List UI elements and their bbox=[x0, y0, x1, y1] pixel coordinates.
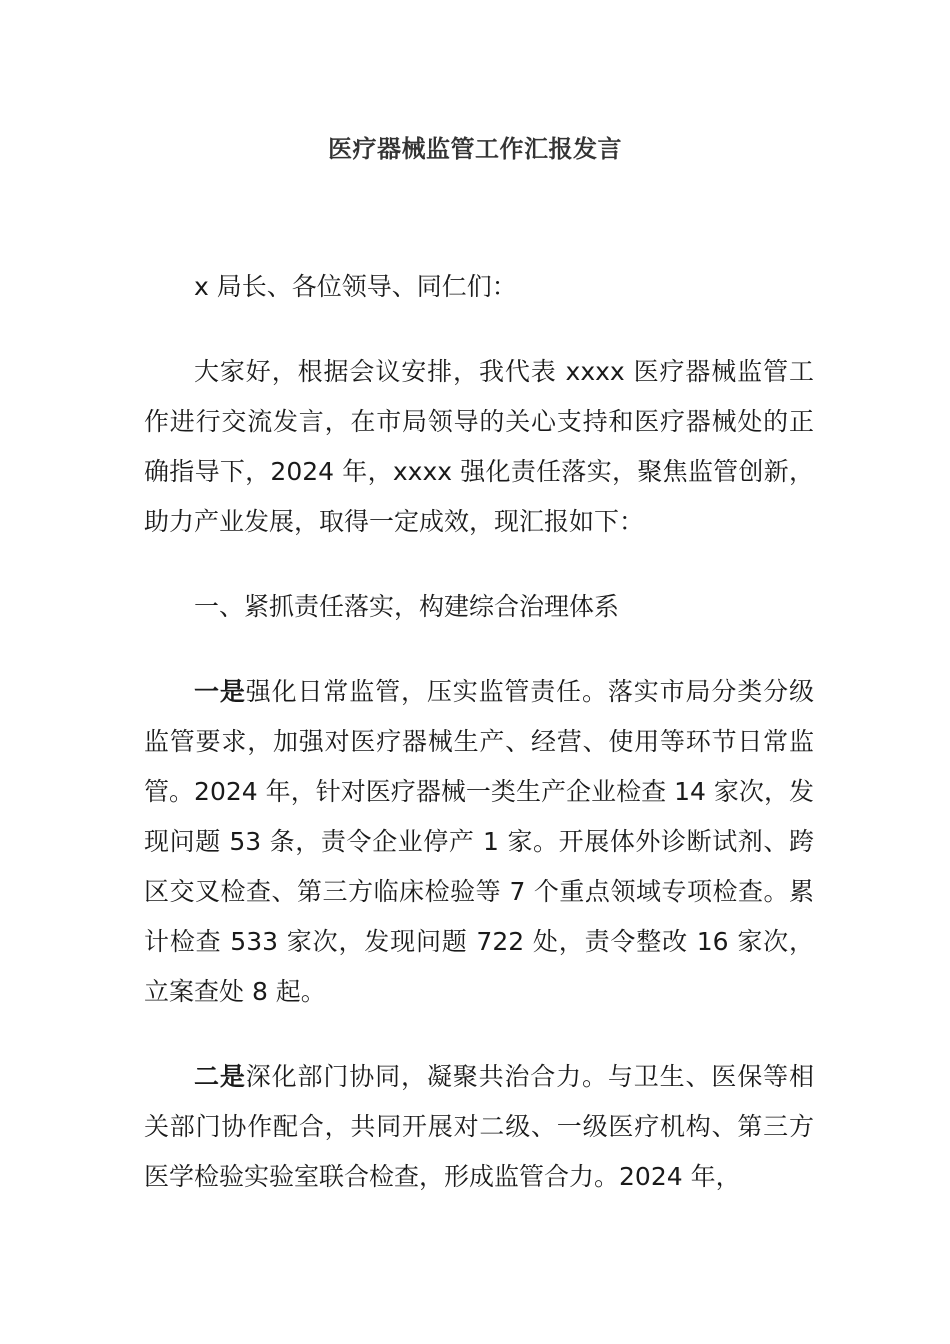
paragraph-2 bbox=[144, 1052, 814, 1202]
paragraph-1-body: 强化日常监管，压实监管责任。落实市局分类分级监管要求，加强对医疗器械生产、经营、使用等环节日常监管。2024 年，针对医疗器械一类生产企业检查 14 家次，发现问题 53 条，责令企业停产 1 家。开展体外诊断试剂、跨区交叉检查、第三方临床检验等 7 个重点领域专项检查。累计检查 533 家次，发现问题 722 处，责令整改 16 家次，立案查处 8 起。 bbox=[144, 677, 814, 1006]
paragraph-2-lead: 二是 bbox=[194, 1062, 246, 1091]
section-heading: 一、紧抓责任落实，构建综合治理体系 bbox=[194, 592, 620, 621]
paragraph-2-body: 深化部门协同，凝聚共治合力。与卫生、医保等相关部门协作配合，共同开展对二级、一级医疗机构、第三方医学检验实验室联合检查，形成监管合力。2024 年， bbox=[144, 1062, 814, 1191]
document-title: 医疗器械监管工作汇报发言 bbox=[328, 135, 622, 163]
intro-paragraph: 大家好，根据会议安排，我代表 xxxx 医疗器械监管工作进行交流发言，在市局领导的关心支持和医疗器械处的正确指导下，2024 年，xxxx 强化责任落实，聚焦监管创新，助力产业发展，取得一定成效，现汇报如下： bbox=[144, 357, 814, 536]
paragraph-1 bbox=[144, 667, 814, 1017]
paragraph-1-lead: 一是 bbox=[194, 677, 246, 706]
salutation: x 局长、各位领导、同仁们： bbox=[194, 272, 517, 301]
